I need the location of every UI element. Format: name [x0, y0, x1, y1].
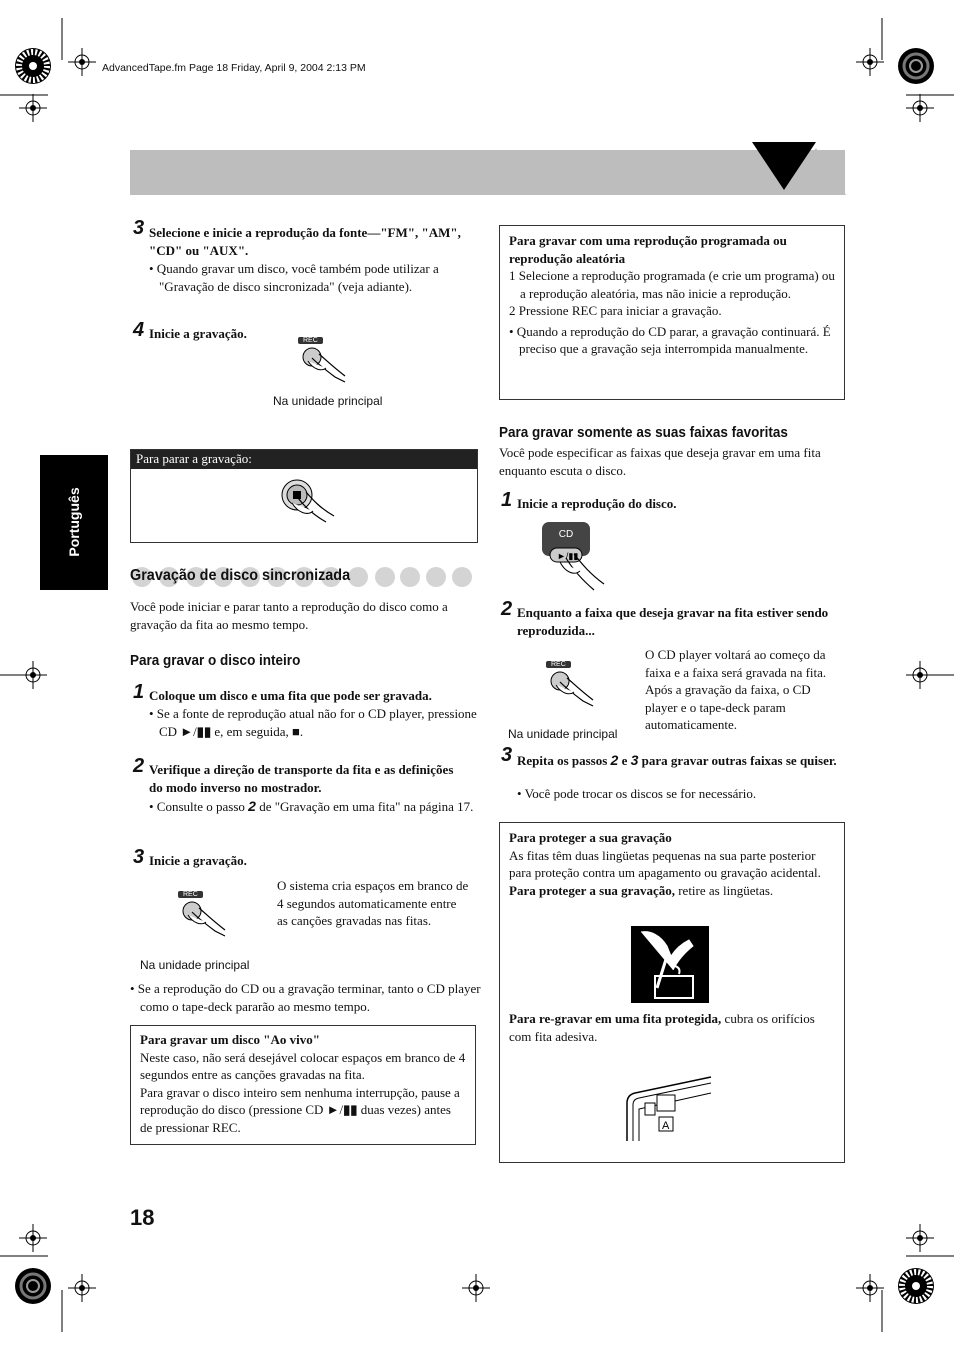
stop-box-title: Para parar a gravação: [131, 450, 477, 469]
box-text: Para re-gravar em uma fita protegida, cubra os orifícios com fita adesiva. [509, 1011, 815, 1044]
section-intro: Você pode iniciar e parar tanto a reprodução do disco como a gravação da fita ao mesmo tempo. [130, 599, 448, 632]
step-bullet: • Você pode trocar os discos se for necessário. [517, 786, 757, 801]
step-side-text: O CD player voltará ao começo da faixa e a faixa será gravada na fita. Após a gravação da faixa, o CD player e o tape-deck param automaticamente. [645, 647, 827, 732]
step-number: 4 [133, 319, 145, 341]
box-item: 2 Pressione REC para iniciar a gravação. [509, 303, 722, 318]
box-title: Para gravar um disco "Ao vivo" [140, 1032, 320, 1047]
step-title: Verifique a direção de transporte da fita e as definições do modo inverso no mostrador. [149, 762, 454, 795]
step-title: Coloque um disco e uma fita que pode ser gravada. [149, 688, 432, 703]
step-number: 2 [133, 755, 145, 777]
file-header: AdvancedTape.fm Page 18 Friday, April 9, 2004 2:13 PM [102, 62, 366, 74]
box-title: Para proteger a sua gravação [509, 830, 672, 845]
step-title: Inicie a gravação. [149, 326, 247, 341]
step-side-text: O sistema cria espaços em branco de 4 segundos automaticamente entre as canções gravadas nas fitas. [277, 878, 469, 928]
rec-label: REC [178, 891, 203, 898]
step-bullet: • Quando gravar um disco, você também pode utilizar a "Gravação de disco sincronizada" (veja adiante). [149, 261, 439, 294]
box-title: Para gravar com uma reprodução programada ou reprodução aleatória [509, 233, 787, 266]
step-title: Repita os passos 2 e 3 para gravar outras faixas se quiser. [517, 752, 837, 768]
section-title: Gravação de disco sincronizada [130, 567, 351, 584]
page-number: 18 [130, 1205, 155, 1230]
caption: Na unidade principal [508, 727, 618, 741]
svg-text:►/▮▮: ►/▮▮ [557, 551, 579, 561]
subsection-title: Para gravar somente as suas faixas favoritas [499, 424, 788, 441]
protect-recording-box [499, 822, 845, 1163]
step-number: 1 [133, 681, 145, 703]
header-bar [130, 150, 845, 195]
step-number: 3 [133, 846, 145, 868]
box-bullet: • Quando a reprodução do CD parar, a gravação continuará. É preciso que a gravação seja interrompida manualmente. [509, 323, 831, 356]
step-bullet: • Se a fonte de reprodução atual não for o CD player, pressione CD ►/▮▮ e, em seguida, ■. [149, 706, 477, 739]
cassette-illustration [625, 1073, 715, 1143]
rec-button-illustration [175, 890, 235, 945]
step-number: 3 [133, 217, 145, 239]
box-text: Para gravar o disco inteiro sem nenhuma interrupção, pause a reprodução do disco (pressione CD ►/▮▮ duas vezes) antes de pressionar REC. [140, 1084, 460, 1135]
subsection-title: Para gravar o disco inteiro [130, 652, 301, 669]
box-text: Para proteger a sua gravação, retire as lingüetas. [509, 882, 774, 898]
tab-removal-illustration [631, 926, 709, 1003]
header-triangle [752, 142, 848, 197]
step-number: 2 [501, 598, 513, 620]
step-number: 3 [501, 744, 513, 766]
rec-label: REC [546, 661, 571, 668]
rec-label: REC [298, 337, 323, 344]
program-record-box [499, 225, 845, 400]
subsection-intro: Você pode especificar as faixas que deseja gravar em uma fita enquanto escuta o disco. [499, 445, 821, 478]
rec-button-illustration [543, 660, 603, 715]
step-title: Inicie a reprodução do disco. [517, 496, 677, 511]
step-bullet: • Se a reprodução do CD ou a gravação terminar, tanto o CD player como o tape-deck pararão ao mesmo tempo. [130, 981, 481, 1014]
cd-play-button-illustration [540, 520, 610, 595]
language-tab [40, 455, 108, 590]
rec-button-illustration [295, 336, 355, 391]
caption: Na unidade principal [140, 958, 250, 972]
language-tab-label: Português [66, 487, 82, 557]
stop-recording-box [130, 449, 478, 543]
step-number: 1 [501, 489, 513, 511]
step-bullet: • Consulte o passo 2 de "Gravação em uma fita" na página 17. [149, 798, 474, 814]
caption: Na unidade principal [273, 394, 383, 408]
step-title: Inicie a gravação. [149, 853, 247, 868]
live-disc-box [130, 1025, 476, 1145]
cd-label: CD [558, 529, 574, 540]
cassette-side-letter: A [662, 1120, 670, 1132]
box-item: 1 Selecione a reprodução programada (e crie um programa) ou a reprodução aleatória, mas não inicie a reprodução. [509, 268, 835, 301]
stop-button-icon [276, 476, 346, 531]
box-text: As fitas têm duas lingüetas pequenas na sua parte posterior para proteção contra um apagamento ou gravação acidental. [509, 847, 821, 880]
step-title: Enquanto a faixa que deseja gravar na fita estiver sendo reproduzida... [517, 605, 829, 638]
step-title: Selecione e inicie a reprodução da fonte—"FM", "AM", "CD" ou "AUX". [149, 225, 461, 258]
box-text: Neste caso, não será desejável colocar espaços em branco de 4 segundos entre as canções gravadas na fita. [140, 1049, 466, 1082]
